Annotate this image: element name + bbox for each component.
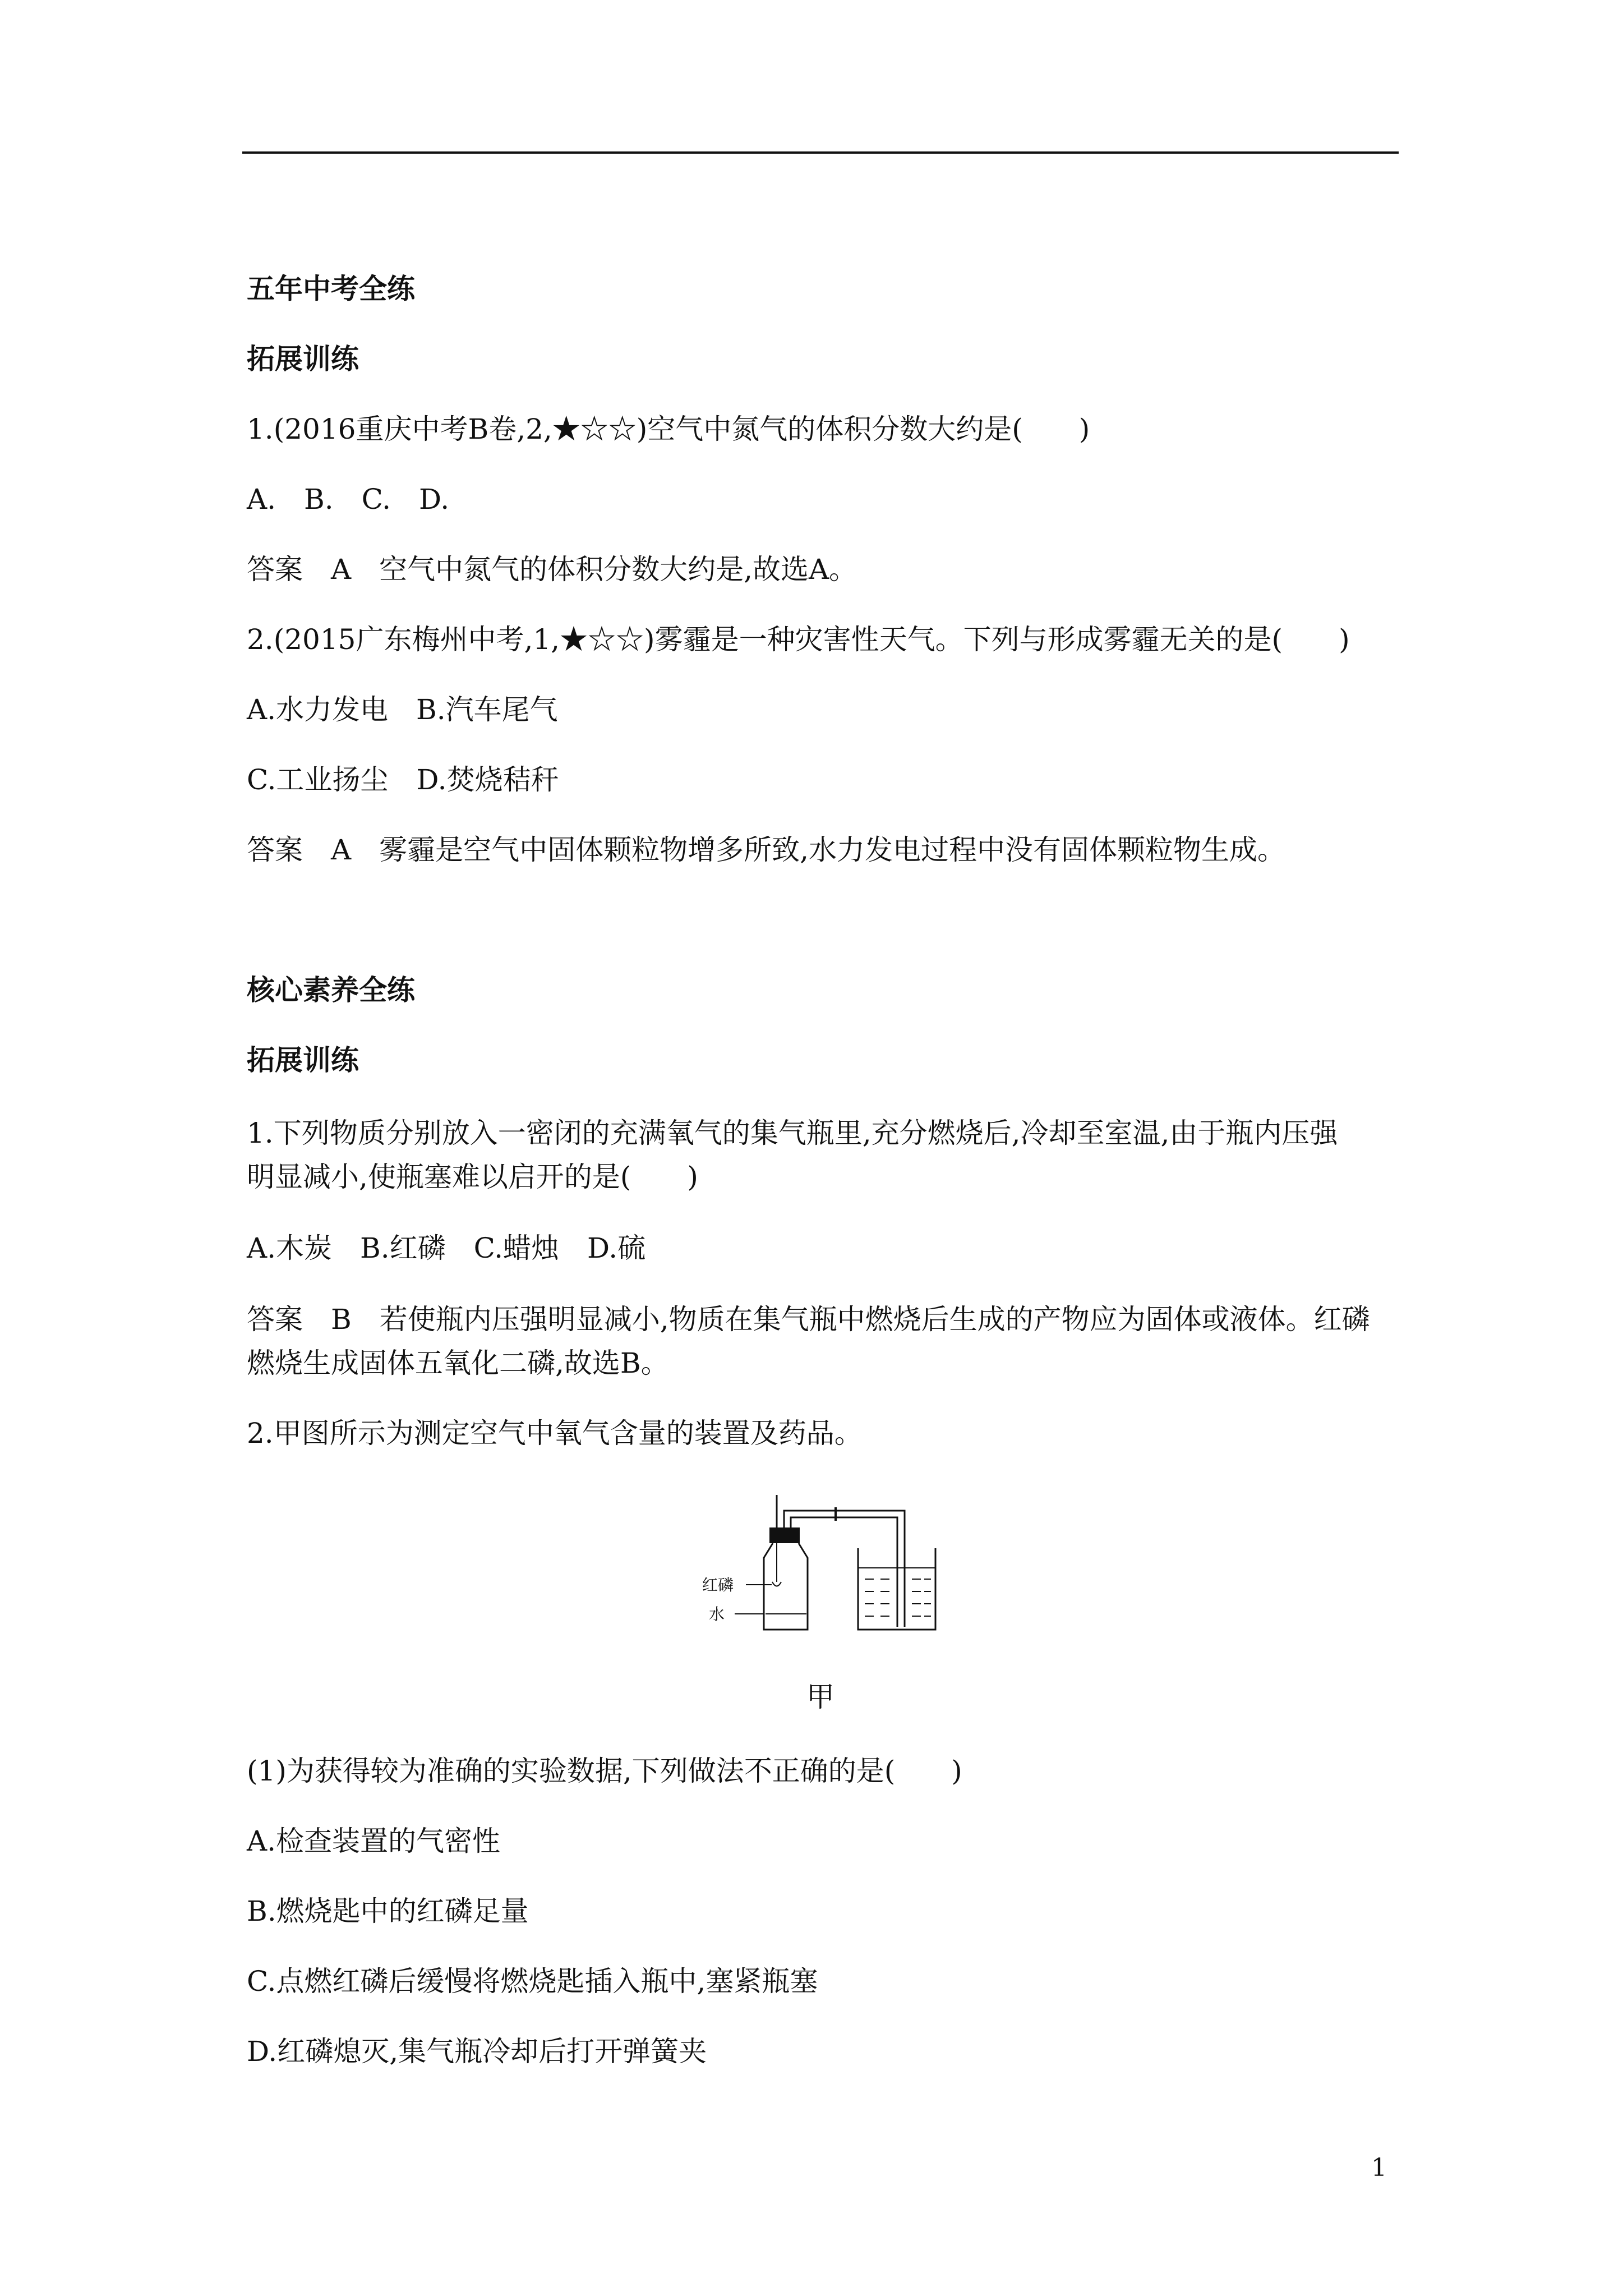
option-d: D.红磷熄灭,集气瓶冷却后打开弹簧夹: [247, 2035, 707, 2068]
page-number: 1: [1371, 2154, 1387, 2182]
option-a: A.检查装置的气密性: [247, 1825, 501, 1857]
answer-text: 燃烧生成固体五氧化二磷,故选B。: [247, 1347, 669, 1379]
question-options: A.木炭 B.红磷 C.蜡烛 D.硫: [247, 1232, 646, 1264]
question-stem: 明显减小,使瓶塞难以启开的是( ): [247, 1161, 698, 1193]
section-title: 五年中考全练: [247, 273, 415, 305]
answer-text: 答案 A 空气中氮气的体积分数大约是,故选A。: [247, 553, 857, 586]
section-subtitle: 拓展训练: [247, 1044, 359, 1076]
answer-text: 答案 B 若使瓶内压强明显减小,物质在集气瓶中燃烧后生成的产物应为固体或液体。红磷: [247, 1303, 1370, 1336]
header-rule: [242, 151, 1399, 154]
sub-question-stem: (1)为获得较为准确的实验数据,下列做法不正确的是( ): [247, 1755, 962, 1787]
question-options: A. B. C. D.: [247, 483, 450, 516]
section-title: 核心素养全练: [247, 974, 415, 1006]
answer-text: 答案 A 雾霾是空气中固体颗粒物增多所致,水力发电过程中没有固体颗粒物生成。: [247, 834, 1286, 866]
apparatus-figure: [701, 1495, 948, 1641]
option-c: C.点燃红磷后缓慢将燃烧匙插入瓶中,塞紧瓶塞: [247, 1965, 818, 1998]
figure-caption: 甲: [806, 1681, 834, 1713]
section-subtitle: 拓展训练: [247, 343, 359, 375]
question-options: C.工业扬尘 D.焚烧秸秆: [247, 763, 559, 796]
question-options: A.水力发电 B.汽车尾气: [247, 693, 558, 726]
question-stem: 2.(2015广东梅州中考,1,★☆☆)雾霾是一种灾害性天气。下列与形成雾霾无关的是( ): [247, 623, 1350, 656]
question-stem: 2.甲图所示为测定空气中氧气含量的装置及药品。: [247, 1417, 863, 1450]
question-stem: 1.(2016重庆中考B卷,2,★☆☆)空气中氮气的体积分数大约是( ): [247, 413, 1090, 445]
option-b: B.燃烧匙中的红磷足量: [247, 1895, 529, 1927]
label-water: 水: [709, 1605, 725, 1623]
question-stem: 1.下列物质分别放入一密闭的充满氧气的集气瓶里,充分燃烧后,冷却至室温,由于瓶内压强: [247, 1117, 1338, 1149]
label-red-phosphorus: 红磷: [702, 1576, 734, 1594]
